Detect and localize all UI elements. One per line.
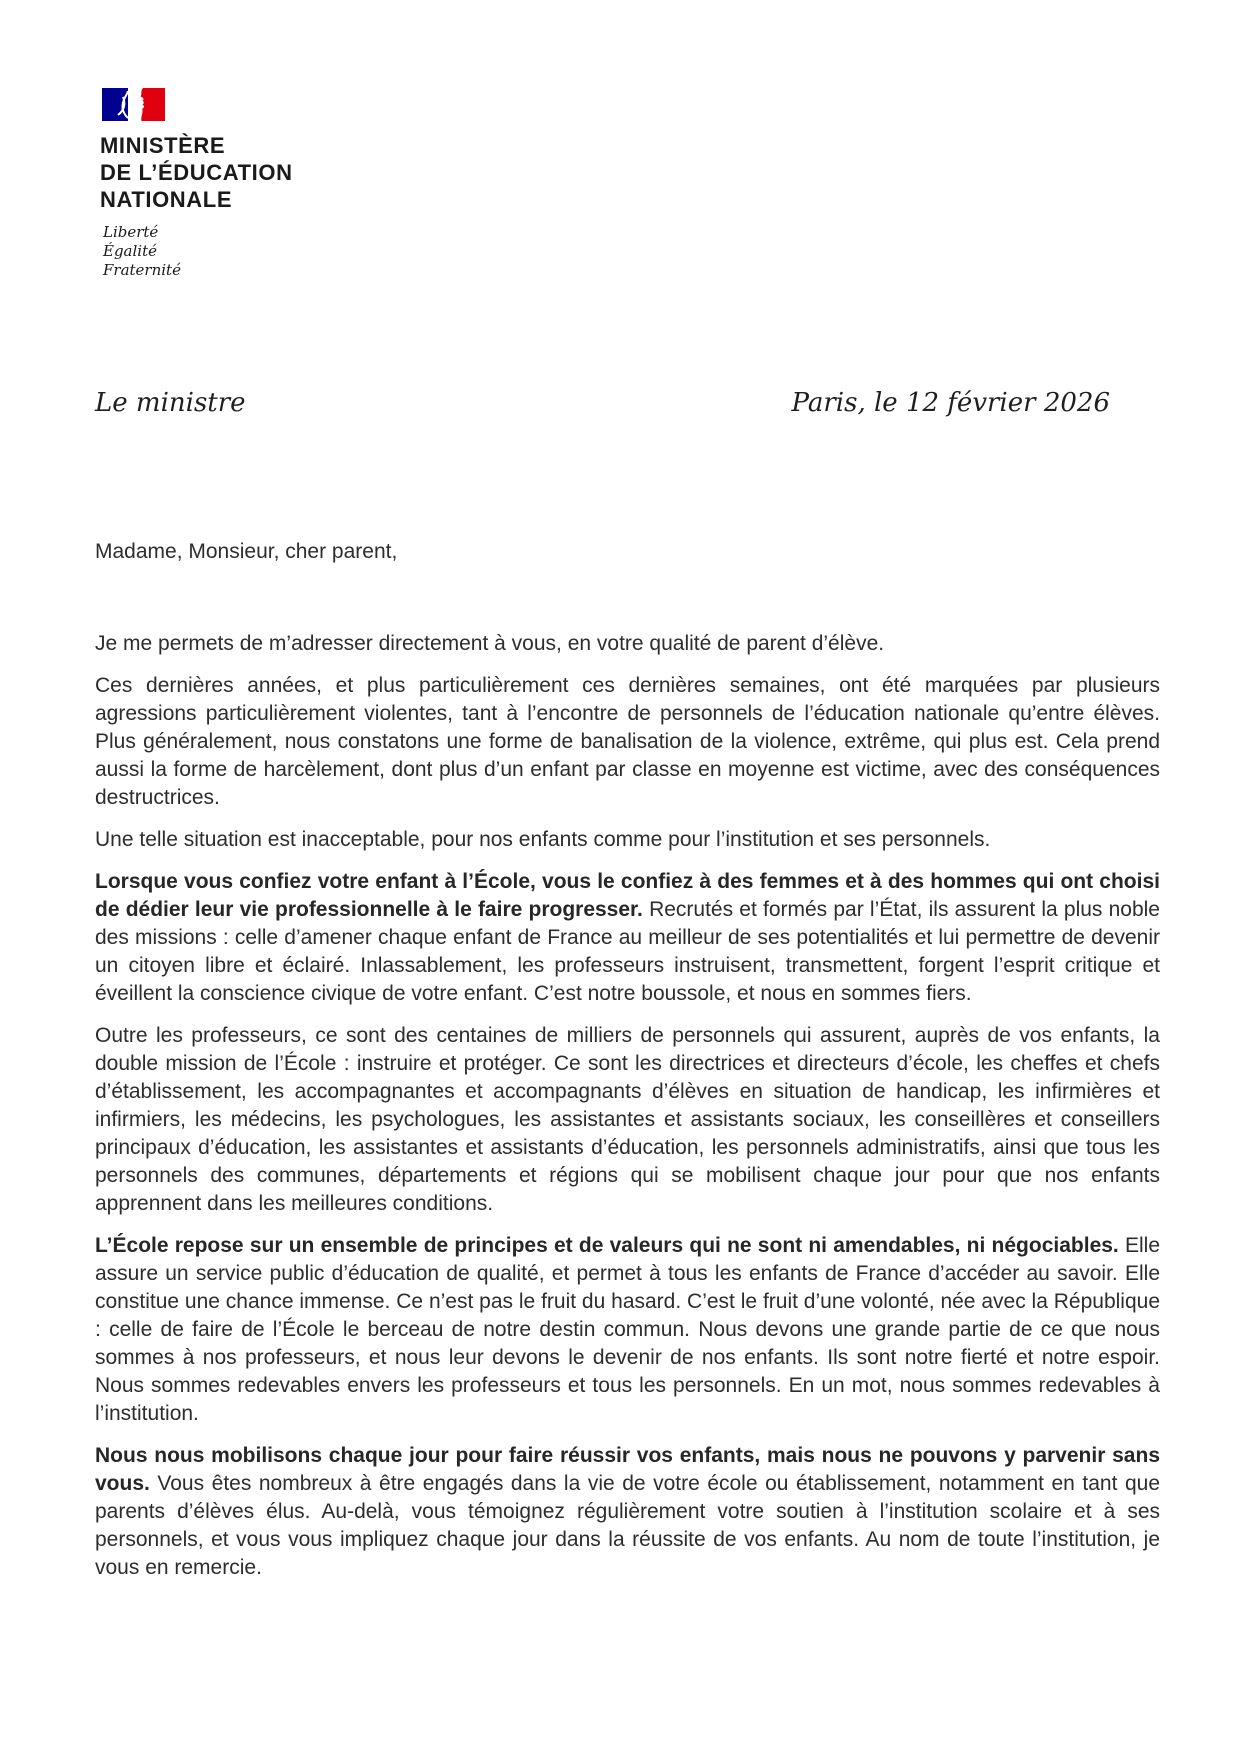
- motto-line: Liberté: [103, 223, 159, 241]
- paragraph-lead-bold: Nous nous mobilisons chaque jour pour faire réussir vos enfants, mais nous ne pouvons y parvenir sans vous.: [95, 1444, 1160, 1495]
- sender-title: Le ministre: [95, 388, 246, 418]
- salutation: Madame, Monsieur, cher parent,: [95, 540, 398, 563]
- letter-paragraph: Une telle situation est inacceptable, pour nos enfants comme pour l’institution et ses personnels.: [95, 828, 991, 851]
- motto-line: Égalité: [103, 242, 157, 260]
- letter-paragraphs: [95, 630, 1160, 1582]
- ministry-name-line: MINISTÈRE: [100, 133, 226, 158]
- republic-motto: [103, 223, 293, 280]
- letter-paragraph: Ces dernières années, et plus particulièrement ces dernières semaines, ont été marquées par plusieurs agressions particulièrement violentes, tant à l’encontre de personnels de l’éducation nationale qu’entre élèves. Plus généralement, nous constatons une forme de banalisation de la violence, extrême, qui plus est. Cela prend aussi la forme de harcèlement, dont plus d’un enfant par classe en moyenne est victime, avec des conséquences destructrices.: [95, 674, 1160, 809]
- letter-paragraph: Nous nous mobilisons chaque jour pour faire réussir vos enfants, mais nous ne pouvons y parvenir sans vous. Vous êtes nombreux à être engagés dans la vie de votre école ou établissement, notamment en tant que parents d’élèves élus. Au-delà, vous témoignez régulièrement votre soutien à l’institution scolaire et à ses personnels, et vous vous impliquez chaque jour dans la réussite de vos enfants. Au nom de toute l’institution, je vous en remercie.: [95, 1444, 1160, 1579]
- ministry-name-line: DE L’ÉDUCATION: [100, 160, 293, 185]
- letter-paragraph: Je me permets de m’adresser directement à vous, en votre qualité de parent d’élève.: [95, 632, 885, 655]
- motto-line: Fraternité: [103, 261, 181, 279]
- ministry-name-line: NATIONALE: [100, 187, 233, 212]
- byline-row: [95, 386, 1110, 420]
- letter-paragraph: L’École repose sur un ensemble de principes et de valeurs qui ne sont ni amendables, ni négociables. Elle assure un service public d’éducation de qualité, et permet à tous les enfants de France d’accéder au savoir. Elle constitue une chance immense. Ce n’est pas le fruit du hasard. C’est le fruit d’une volonté, née avec la République : celle de faire de l’École le berceau de notre destin commun. Nous devons une grande partie de ce que nous sommes à nos professeurs, et nous leur devons le devenir de nos enfants. Ils sont notre fierté et notre espoir. Nous sommes redevables envers les professeurs et tous les personnels. En un mot, nous sommes redevables à l’institution.: [95, 1234, 1160, 1425]
- letter-body: [95, 538, 1160, 1596]
- ministry-logo: [100, 88, 293, 280]
- dateline: Paris, le 12 février 2026: [791, 388, 1110, 418]
- marianne-flag-icon: [102, 88, 168, 124]
- ministry-name: [100, 132, 293, 213]
- letter-paragraph: Lorsque vous confiez votre enfant à l’École, vous le confiez à des femmes et à des hommes qui ont choisi de dédier leur vie professionnelle à le faire progresser. Recrutés et formés par l’État, ils assurent la plus noble des missions : celle d’amener chaque enfant de France au meilleur de ses potentialités et lui permettre de devenir un citoyen libre et éclairé. Inlassablement, les professeurs instruisent, transmettent, forgent l’esprit critique et éveillent la conscience civique de votre enfant. C’est notre boussole, et nous en sommes fiers.: [95, 870, 1160, 1005]
- paragraph-lead-bold: L’École repose sur un ensemble de principes et de valeurs qui ne sont ni amendables, ni négociables.: [95, 1234, 1119, 1257]
- letter-paragraph: Outre les professeurs, ce sont des centaines de milliers de personnels qui assurent, auprès de vos enfants, la double mission de l’École : instruire et protéger. Ce sont les directrices et directeurs d’école, les cheffes et chefs d’établissement, les accompagnantes et accompagnants d’élèves en situation de handicap, les infirmières et infirmiers, les médecins, les psychologues, les assistantes et assistants sociaux, les conseillères et conseillers principaux d’éducation, les assistantes et assistants d’éducation, les personnels administratifs, ainsi que tous les personnels des communes, départements et régions qui se mobilisent chaque jour pour que nos enfants apprennent dans les meilleures conditions.: [95, 1024, 1160, 1215]
- paragraph-lead-bold: Lorsque vous confiez votre enfant à l’École, vous le confiez à des femmes et à des hommes qui ont choisi de dédier leur vie professionnelle à le faire progresser.: [95, 870, 1160, 921]
